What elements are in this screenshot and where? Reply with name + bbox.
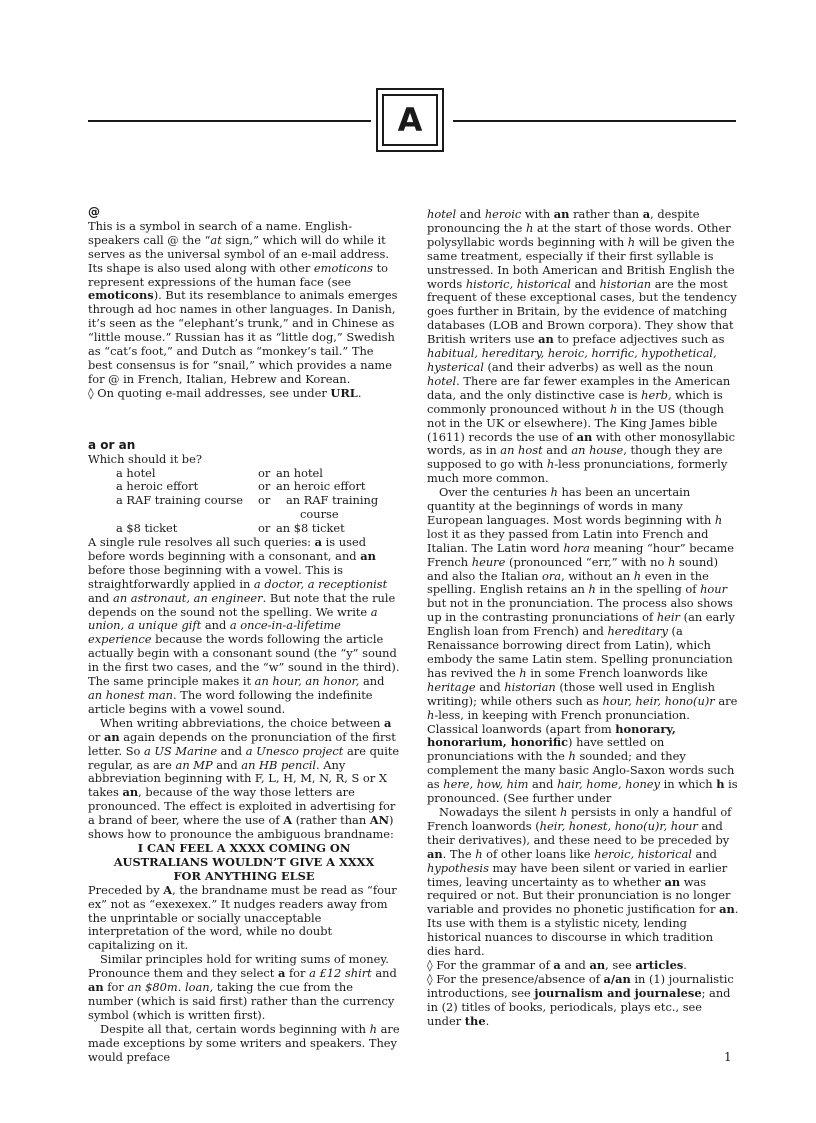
- xref-link-the[interactable]: the: [464, 1013, 486, 1028]
- paragraph-h-exceptions: Despite all that, certain words beginning with h are made exceptions by some writers and speakers. They would preface: [88, 1021, 400, 1064]
- beer-slogan: I CAN FEEL A XXXX COMING ON AUSTRALIANS WOULDN’T GIVE A XXXX FOR ANYTHING ELSE: [113, 840, 375, 883]
- right-column: [427, 208, 739, 1028]
- section-letter: A: [382, 94, 438, 146]
- header-rule-left: [88, 120, 371, 122]
- table-row: a heroic effort or an heroic effort: [116, 479, 366, 494]
- xref-presence: ◊ For the presence/absence of a/an in (1) journalistic introductions, see journalism and journalese; and in (2) titles of books, periodicals, plays etc., see under the.: [427, 971, 734, 1028]
- paragraph-money: Similar principles hold for writing sums of money. Pronounce them and they select a for a £12 shirt and an for an $80m. loan, taking the cue from the number (which is said first) rather than the currency symbol (which is written first).: [88, 952, 397, 1022]
- paragraph-brandname: Preceded by A, the brandname must be read as “four ex” not as “exexexex.” It nudges readers away from the unprintable or socially unacceptable interpretation of the word, while no doubt capitalizing on it.: [88, 882, 397, 953]
- paragraph-abbreviations: When writing abbreviations, the choice between a or an again depends on the pronunciation of the first letter. So a US Marine and a Unesco project are quite regular, as are an MP and an HB pencil. Any abbreviation beginning with F, L, H, M, N, R, S or X takes an, because of the way those letters are pronounced. The effect is exploited in advertising for a brand of beer, where the use of A (rather than AN) shows how to pronounce the ambiguous brandname:: [88, 715, 400, 842]
- table-row: a RAF training course or an RAF training course: [116, 493, 379, 522]
- page-number: 1: [724, 1050, 732, 1064]
- entry-at-xref: ◊ On quoting e-mail addresses, see under URL.: [88, 385, 362, 400]
- entry-question: Which should it be?: [88, 451, 202, 466]
- paragraph-h-history: Over the centuries h has been an uncertain quantity at the beginnings of words in many European languages. Most words beginning with h lost it as they passed from Latin into French and Italian. The Latin word hora meaning “hour” became French heure (pronounced “err,” with no h sound) and also the Italian ora, without an h even in the spelling. English retains an h in the spelling of hour but not in the pronunciation. The process also shows up in the contrasting pronunciations of heir (an early English loan from French) and hereditary (a Renaissance borrowing direct from Latin), which embody the same Latin stem. Spelling pronunciation has revived the h in some French loanwords like heritage and historian (those well used in English writing); while others such as hour, heir, hono(u)r are h-less, in keeping with French pronunciation. Classical loanwords (apart from honorary, honorarium, honorific) have settled on pronunciations with the h sounded; and they complement the many basic Anglo-Saxon words such as here, how, him and hair, home, honey in which h is pronounced. (See further under: [427, 485, 738, 806]
- left-column: [88, 206, 400, 1064]
- xref-grammar: ◊ For the grammar of a and an, see articles.: [427, 957, 687, 972]
- table-row: a hotel or an hotel: [116, 465, 323, 480]
- paragraph-h-exceptions-cont: hotel and heroic with an rather than a, despite pronouncing the h at the start of those words. Other polysyllabic words beginning with h will be given the same treatment, especially if their first syllable is unstressed. In both American and British English the words historic, historical and historian are the most frequent of these exceptional cases, but the tendency goes further in Britain, by the evidence of matching databases (LOB and Brown corpora). They show that British writers use an to preface adjectives such as habitual, hereditary, heroic, horrific, hypothetical, hysterical (and their adverbs) as well as the noun hotel. There are far fewer examples in the American data, and the only distinctive case is herb, which is commonly pronounced without h in the US (though not in the UK or elsewhere). The King James bible (1611) records the use of an with other monosyllabic words, as in an host and an house, though they are supposed to go with h-less pronunciations, formerly much more common.: [427, 207, 737, 486]
- headword-at: @: [88, 205, 100, 219]
- xref-link-articles[interactable]: articles: [635, 957, 684, 972]
- xref-link-url[interactable]: URL: [330, 385, 358, 400]
- xref-link-h[interactable]: h: [716, 777, 725, 792]
- table-row: a $8 ticket or an $8 ticket: [116, 521, 345, 536]
- entry-at-body: This is a symbol in search of a name. English-speakers call @ the “at sign,” which will do while it serves as the universal symbol of an e-mail address. Its shape is also used along with other emoticons to represent expressions of the human face (see emoticons). But its resemblance to animals emerges through ad hoc names in other languages. In Danish, it’s seen as the “elephant’s trunk,” and in Chinese as “little mouse.” Russian has it as “little dog,” Swedish as “cat’s foot,” and Dutch as “monkey’s tail.” The best consensus is for “snail,” which provides a name for @ in French, Italian, Hebrew and Korean.: [88, 218, 398, 386]
- xref-link-journalism[interactable]: journalism and journalese: [534, 985, 702, 1000]
- headword-a-or-an: a or an: [88, 437, 136, 452]
- example-pairs-table: [116, 467, 398, 537]
- header-rule-right: [453, 120, 736, 122]
- section-letter-box: [376, 88, 444, 152]
- paragraph-silent-h: Nowadays the silent h persists in only a handful of French loanwords (heir, honest, hono(u)r, hour and their derivatives), and these need to be preceded by an. The h of other loans like heroic, historical and hypothesis may have been silent or varied in earlier times, leaving uncertainty as to whether an was required or not. But their pronunciation is no longer variable and provides no phonetic justification for an. Its use with them is a stylistic nicety, lending historical nuances to discourse in which tradition dies hard.: [427, 804, 739, 959]
- paragraph-rule: A single rule resolves all such queries: a is used before words beginning with a consonant, and an before those beginning with a vowel. This is straightforwardly applied in a doctor, a receptionist and an astronaut, an engineer. But note that the rule depends on the sound not the spelling. We write a union, a unique gift and a once-in-a-lifetime experience because the words following the article actually begin with a consonant sound (the “y” sound in the first two cases, and the “w” sound in the third). The same principle makes it an hour, an honor, and an honest man. The word following the indefinite article begins with a vowel sound.: [88, 535, 400, 716]
